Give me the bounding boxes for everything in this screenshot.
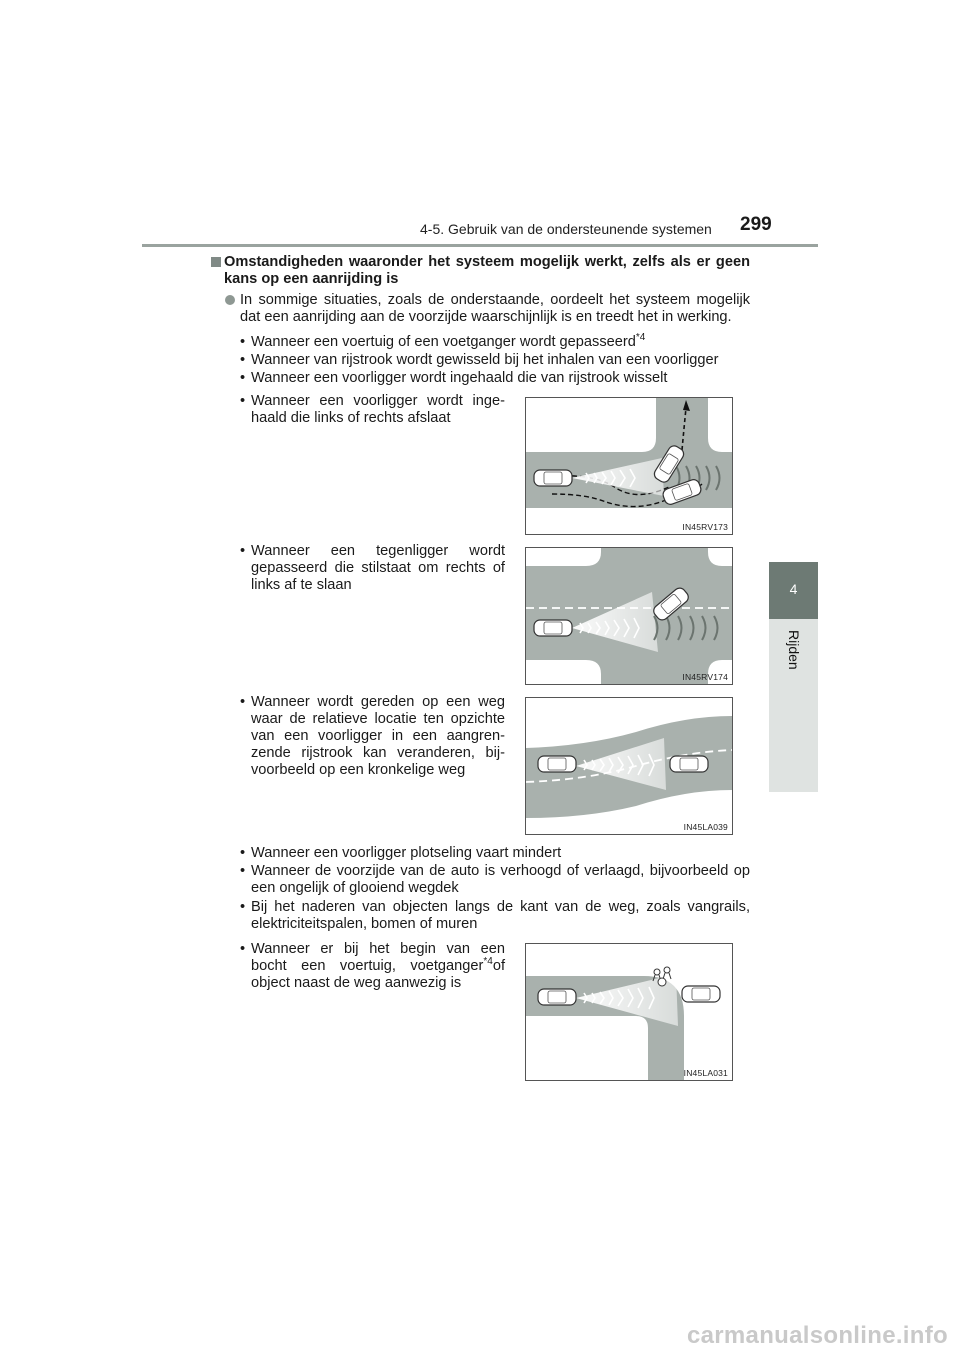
bullet-text: Wanneer er bij het begin van een bocht een voertuig, voetganger — [251, 941, 505, 974]
bullet-text: Wanneer een voorligger plotseling vaart mindert — [251, 845, 562, 861]
watermark[interactable]: carmanualsonline.info — [686, 1322, 948, 1349]
chapter-label: Rijden — [786, 630, 802, 670]
bullet-text: Wanneer een voertuig of een voetganger wordt gepasseerd — [251, 334, 636, 350]
bullet-text: Wanneer wordt gereden op een weg waar de relatieve locatie ten opzichte van een voorligger in een aangren-zende rijstrook kan veranderen, bij-voorbeeld op een kronkelige weg — [251, 694, 505, 778]
header-rule — [142, 244, 818, 247]
bullet-text: Wanneer van rijstrook wordt gewisseld bij het inhalen van een voorligger — [251, 352, 719, 368]
bullet-text: Wanneer de voorzijde van de auto is verhoogd of verlaagd, bijvoorbeeld op een ongelijk of glooiend wegdek — [251, 863, 750, 896]
bullet-text: Wanneer een voorligger wordt inge-haald die links of rechts afslaat — [251, 393, 505, 426]
page-number: 299 — [740, 214, 772, 235]
figure-winding-road — [525, 697, 733, 835]
section-title: 4-5. Gebruik van de ondersteunende systemen — [420, 221, 712, 237]
figure-code: IN45RV174 — [682, 672, 728, 682]
figure-overtake-turning — [525, 397, 733, 535]
bullet-text: Wanneer een voorligger wordt ingehaald die van rijstrook wisselt — [251, 370, 668, 386]
section-heading: Omstandigheden waaronder het systeem mogelijk werkt, zelfs als er geen kans op een aanrijding is — [224, 254, 750, 287]
bullet-text-continued: of object naast de weg aanwezig is — [251, 958, 505, 991]
footnote-ref: *4 — [635, 332, 646, 344]
footnote-ref: *4 — [483, 956, 493, 968]
figure-code: IN45LA031 — [683, 1068, 728, 1078]
circle-bullet — [225, 295, 235, 305]
chapter-tab[interactable] — [769, 562, 818, 619]
chapter-number: 4 — [789, 581, 798, 597]
figure-code: IN45LA039 — [683, 822, 728, 832]
bullet-text: Wanneer een tegenligger wordt gepasseerd die stilstaat om rechts of links af te slaan — [251, 543, 505, 593]
figure-curve-object — [525, 943, 733, 1081]
figure-code: IN45RV173 — [682, 522, 728, 532]
bullet-text: Bij het naderen van objecten langs de kant van de weg, zoals vangrails, elektriciteitspalen, bomen of muren — [251, 899, 750, 932]
intro-paragraph: In sommige situaties, zoals de onderstaande, oordeelt het systeem mogelijk dat een aanrijding aan de voorzijde waarschijnlijk is en treedt het in werking. — [240, 292, 750, 325]
heading-square-bullet — [211, 257, 221, 267]
figure-oncoming-turning — [525, 547, 733, 685]
